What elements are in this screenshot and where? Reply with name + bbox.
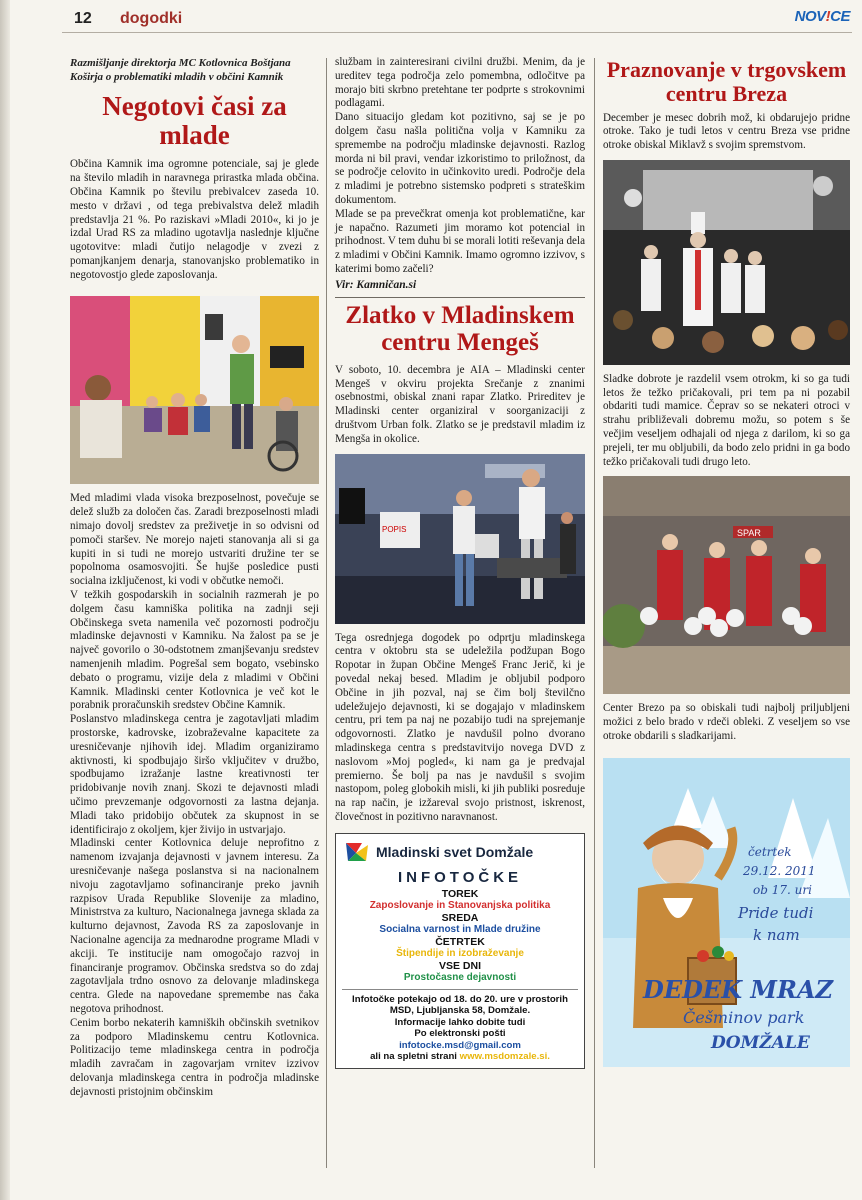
article-paragraph: Center Brezo pa so obiskali tudi najbolj priljubljeni možici z belo brado v rdeči obleki. Z veseljem so vse otroke obdarili s sladkarijami. [603,702,850,743]
section-title: dogodki [120,10,183,27]
article-headline: Zlatko v Mladinskem centru Mengeš [345,301,575,356]
ad-header [342,839,578,865]
article-paragraph: Mlade se pa prevečkrat omenja kot problematične, kar je napačno. Razumeti jim moramo kot potencial in prihodnost. V tem duhu bi se morali lotiti reševanja dela z mladimi v Občini Kamnik. Imamo ogromno izzivov, s katerimi bomo začeli? [335,207,585,275]
poster-title: DEDEK MRAZ [643,974,834,1004]
article-negotovi-casi [70,56,319,1100]
poster-day: četrtek [748,844,792,859]
msd-logo-icon [342,839,372,865]
ad-footer-text: ali na spletni strani [370,1051,457,1063]
ad-footer-text: Infotočke potekajo od 18. do 20. ure v prostorih MSD, Ljubljanska 58, Domžale. [352,993,568,1017]
magazine-logo: NOV!CE [794,8,850,25]
article-paragraph: Občina Kamnik ima ogromne potenciale, saj je glede na število mladih in naravnega prirastka mlada občina. Občina Kamnik po številu prebivalcev zaseda 10. mesto v državi , od tega prebivalstva delež mladih predstavlja 21 %. Po raziskavi »Mladi 2010«, ki jo je izdal Urad RS za mladino ugotavlja naslednje ključne ugotovitve: mladi čutijo nelagodje v zvezi z pomanjkanjem denarja, stanovanjsko problematiko in negotovostjo glede zaposlovanja. [70,158,319,281]
ad-email-link[interactable]: infotocke.msd@gmail.com [399,1039,521,1051]
youth-center-photo [70,296,319,484]
article-separator [335,297,585,298]
ad-topic: Prostočasne dejavnosti [403,971,517,983]
ad-footer-text: Po elektronski pošti [414,1028,506,1040]
article-paragraph: V težkih gospodarskih in socialnih razmerah je po dolgem času kamniška politika na zadnji seji Občinskega sveta namenila več pozornosti področju mladinske dejavnosti v Kamniku. Na žalost pa se je največ govorilo o 30-odstotnem zmanjševanju sredstev namenjenih mladim. Pogrešal sem bogato, vsebinsko debato o programu, vizije dela z mladimi v Občini Kamnik. Mladinski center Kotlovnica je več kot le porabnik proračunskih sredstev Občine Kamnik. [70,589,319,712]
article-paragraph: Mladinski center Kotlovnica deluje neprofitno z namenom izvajanja dejavnosti v javnem interesu. Za uresničevanje našega poslanstva si na nacionalnem nivoju zagotavljamo sofinanciranje preko javnih razpisov Urada Republike Slovenije za mladino, Ministrstva za kulturo, Nacionalnega javnega sklada za kulturno dejavnost, Zavoda RS za zaposlovanje in Nacionalne agencija za mednarodne programe Mladi v akciji. Te institucije nam omogočajo razvoj in financiranje programov. Občinska sredstva so do zdaj zagotavljala trdno osnovo za delovanje mladinskega centra. Glede na napovedane spremembe nas čaka negotova prihodnost. [70,837,319,1015]
ad-website-link[interactable]: www.msdomzale.si. [459,1051,550,1063]
article-paragraph: Dano situacijo gledam kot pozitivno, saj se je po dolgem času našla politična volja v Kamniku za spremembe na področju mladinske dejavnosti. Razlog morda ni bil pravi, vendar izkoristimo to priložnost, da se področje celovito in učinkovito uredi. Področje dela z mladimi je potrebno sistemsko podpreti s strateškim dokumentom. [335,111,585,206]
stage-screen-text: POPIS [382,524,407,534]
ad-topic: Štipendije in izobraževanje [396,947,524,959]
ad-footer-text: Informacije lahko dobite tudi [394,1016,526,1028]
article-zlatko [335,302,585,825]
page-number: 12 [74,10,92,27]
mall-sign-text: SPAR [737,528,761,539]
article-paragraph: Sladke dobrote je razdelil vsem otrokm, ki so ga tudi letos že težko pričakovali, pri tem pa ni pozabil obdariti tudi mamice. Čeprav so se nekateri otroci v strahu približevali dobremu možu, so potem s še večjim veseljem odhajali od njega z darilom, ki so ga prejeli, ter mu obljubili, da bodo zelo pridni in ga bodo težko pričakovali tudi drugo leto. [603,372,850,468]
article-paragraph: Med mladimi vlada visoka brezposelnost, povečuje se delež služb za določen čas. Zaradi brezposelnosti mladi nimajo dovolj sredstev za preživetje in so odvisni od pomoči staršev. Ne morejo najeti stanovanja ali si ga kupiti in si tudi ne morejo ustvariti družine ter se popolnoma osamosvojiti. Še hujše posledice pusti socialna izključenost, ki vodi v občutke nemoči. [70,492,319,588]
article-paragraph: službam in zainteresirani civilni družbi. Menim, da je ureditev tega področja zelo pomembna, odločitve pa morajo biti skrbno pretehtane ter podprte s strokovnimi podlagami. [335,56,585,110]
article-paragraph: Poslanstvo mladinskega centra je zagotavljati mladim prostorske, kadrovske, izobraževalne kapacitete za uresničevanje njihovih idej. Mladim organiziramo aktivnosti, ki spodbujajo širšo vključitev v družbo, spodbujamo izražanje lastne kreativnosti ter pridobivanje novih znanj. Skozi te dejavnosti mladi učimo prevzemanje odgovornosti za lastna dejanja. Mladi tako pridobijo občutek za skupnost in se identificirajo z okoljem, kjer živijo in ustvarjajo. [70,713,319,836]
header-rule [62,32,852,33]
column-two [335,56,585,1069]
article-paragraph: V soboto, 10. decembra je AIA – Mladinski center Mengeš v okviru projekta Srečanje z znanimi osebnostmi, obiskal znani rapar Zlatko. Prireditev je Mladinski center organiziral v soorganizaciji z društvom Urban folk. Zlatko se je predstavil mladim iz Mengša in okolice. [335,363,585,445]
concert-photo [335,454,585,624]
poster-text: k nam [753,925,800,944]
miklavz-photo [603,160,850,365]
page-binding [0,0,10,1200]
page-header [62,8,858,30]
ad-day: TOREK [441,887,479,900]
dedek-mraz-poster [603,758,850,1067]
poster-place: Češminov park [683,1007,805,1027]
column-divider [326,58,327,1168]
ad-divider [342,989,578,990]
article-source: Vir: Kamničan.si [335,278,417,291]
poster-town: DOMŽALE [711,1032,810,1053]
ad-day: VSE DNI [438,959,481,972]
santa-photo [603,476,850,694]
infotocke-ad [335,833,585,1069]
article-lead: Razmišljanje direktorja MC Kotlovnica Boštjana Koširja o problematiki mladih v občini Kamnik [70,57,291,83]
ad-topic: Zaposlovanje in Stanovanjska politika [369,899,551,911]
ad-day: ČETRTEK [435,935,485,948]
article-paragraph: Cenim borbo nekaterih kamniških občinskih svetnikov za podporo Mladinskemu centru Kotlovnica. Politizacijo teme mladinskega centra in področja mladih zavračam in zagovarjam vrnitev izzivov delovanja mladinskega centra in področja mladinske dejavnosti pristojnim občinskim [70,1016,319,1098]
article-headline: Negotovi časi za mlade [102,91,287,151]
article-paragraph: Tega osrednjega dogodek po odprtju mladinskega centra v oktobru sta se udeležila podžupan Bogo Ropotar in župan Občine Mengeš Franc Jerič, ki je povedal nekaj besed. Mladim je obljubil podporo Občine in jih pozval, naj se čim bolj številčno udeležujejo dejavnosti, ki se dogajajo v mladinskem centru, pri tem pa naj ne pozabijo tudi na sprejemanje odgovornosti. Zlatko je navdušil polno dvorano mladinskega centra s predstavitvijo novega DVD z naslovom »Moj pogled«, ki nam ga je predvajal premierno. Še bolj pa nas je navdušil s svojim nastopom, poleg globokih misli, ki jih publiki posreduje na rap način, je izžareval svojo pristnost, iskrenost, človečnost in pozitivno naravnanost. [335,631,585,823]
column-divider [594,58,595,1168]
ad-day: SREDA [441,911,479,924]
ad-heading: INFOTOČKE [397,868,523,886]
article-paragraph: December je mesec dobrih mož, ki obdarujejo pridne otroke. Tako je tudi letos v centru Breza vse pridne otroke obiskal Miklavž s svojim spremstvom. [603,111,850,152]
article-breza [603,56,850,1067]
ad-topic: Socialna varnost in Mlade družine [379,923,541,935]
ad-org-name: Mladinski svet Domžale [376,843,534,860]
poster-date: 29.12. 2011 [743,863,816,878]
poster-text: Pride tudi [738,903,814,922]
ad-footer-text [342,1051,578,1063]
poster-time: ob 17. uri [753,882,812,897]
article-headline: Praznovanje v trgovskem centru Breza [606,57,847,106]
